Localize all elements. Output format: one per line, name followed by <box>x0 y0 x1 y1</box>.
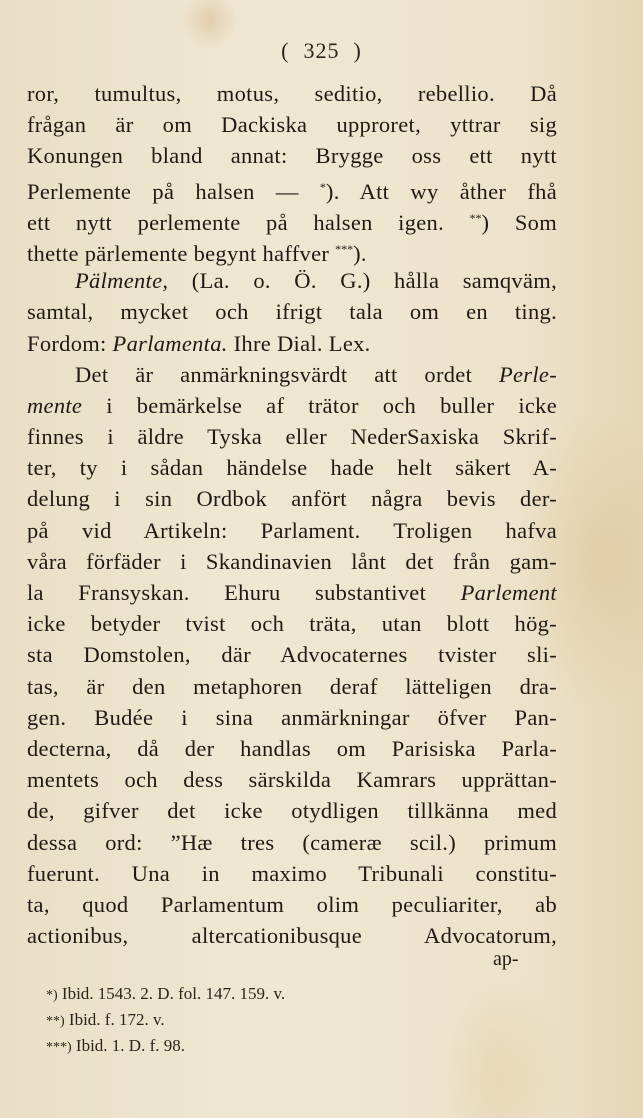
footnote-mark: **) <box>46 1014 65 1029</box>
text-line: Konungen bland annat: Brygge oss ett nytt <box>27 143 557 169</box>
text-line: decterna, då der handlas om Parisiska Parla- <box>27 735 557 761</box>
footnote-ref[interactable]: * <box>319 179 326 194</box>
text-line: ta, quod Parlamentum olim peculiariter, ab <box>27 891 557 917</box>
page-number-value: 325 <box>303 38 340 63</box>
page-number <box>0 38 643 64</box>
text-line: ror, tumultus, motus, seditio, rebellio. Då <box>27 81 557 106</box>
footnote-ref[interactable]: ** <box>469 210 482 225</box>
text-line: ter, ty i sådan händelse hade helt säkert A- <box>27 455 557 481</box>
footnote: ***) Ibid. 1. D. f. 98. <box>46 1036 185 1055</box>
text-line: icke betyder tvist och träta, utan blott hög- <box>27 611 557 637</box>
italic-term: Parlement <box>460 580 557 605</box>
text-line: fuerunt. Una in maximo Tribunali constitu- <box>27 860 557 886</box>
italic-term: Parlamenta. <box>112 330 228 356</box>
text-line: Perlemente på halsen — *). Att wy åther fhå <box>27 178 557 204</box>
text-line: gen. Budée i sina anmärkningar öfver Pan- <box>27 704 557 730</box>
footnote-ref[interactable]: *** <box>335 241 354 256</box>
italic-term: Pälmente, <box>75 268 169 294</box>
italic-term: mente <box>27 392 83 418</box>
page-number-open-paren: ( <box>281 38 290 63</box>
text-line: delung i sin Ordbok anfört några bevis der- <box>27 486 557 512</box>
italic-term: Perle- <box>498 361 557 387</box>
text-line: la Fransyskan. Ehuru substantivet Parlement <box>27 580 557 605</box>
text-line: Fordom: Parlamenta. Ihre Dial. Lex. <box>27 330 371 356</box>
text-line: actionibus, altercationibusque Advocatorum, <box>27 923 557 949</box>
text-line: tas, är den metaphoren deraf lätteligen dra- <box>27 673 557 699</box>
text-line: sta Domstolen, där Advocaternes tvister sli- <box>27 642 557 668</box>
text-line: våra förfäder i Skandinavien lånt det från gam- <box>27 548 557 574</box>
footnotes <box>46 982 285 1060</box>
text-line: finnes i äldre Tyska eller NederSaxiska Skrif- <box>27 424 557 450</box>
footnote-mark: ***) <box>46 1040 72 1055</box>
text-line: på vid Artikeln: Parlament. Troligen hafva <box>27 517 557 543</box>
body-text <box>27 78 557 951</box>
text-line: thette pärlemente begynt haffver ***). <box>27 240 367 266</box>
footnote: **) Ibid. f. 172. v. <box>46 1010 165 1029</box>
text-line: frågan är om Dackiska upproret, yttrar sig <box>27 112 557 138</box>
footnote: *) Ibid. 1543. 2. D. fol. 147. 159. v. <box>46 984 286 1003</box>
text-line: Det är anmärkningsvärdt att ordet Perle- <box>75 361 557 387</box>
catchword: ap- <box>493 948 519 970</box>
footnote-mark: *) <box>46 988 58 1003</box>
text-line: Pälmente, (La. o. Ö. G.) hålla samqväm, <box>75 268 557 294</box>
text-line: dessa ord: ”Hæ tres (cameræ scil.) primum <box>27 829 557 855</box>
text-line: de, gifver det icke otydligen tillkänna med <box>27 798 557 824</box>
text-line: mente i bemärkelse af trätor och buller icke <box>27 392 557 418</box>
text-line: mentets och dess särskilda Kamrars upprättan- <box>27 767 557 793</box>
text-line: samtal, mycket och ifrigt tala om en ting. <box>27 299 557 325</box>
page-number-close-paren: ) <box>353 38 362 63</box>
text-line: ett nytt perlemente på halsen igen. **) Som <box>27 209 558 235</box>
